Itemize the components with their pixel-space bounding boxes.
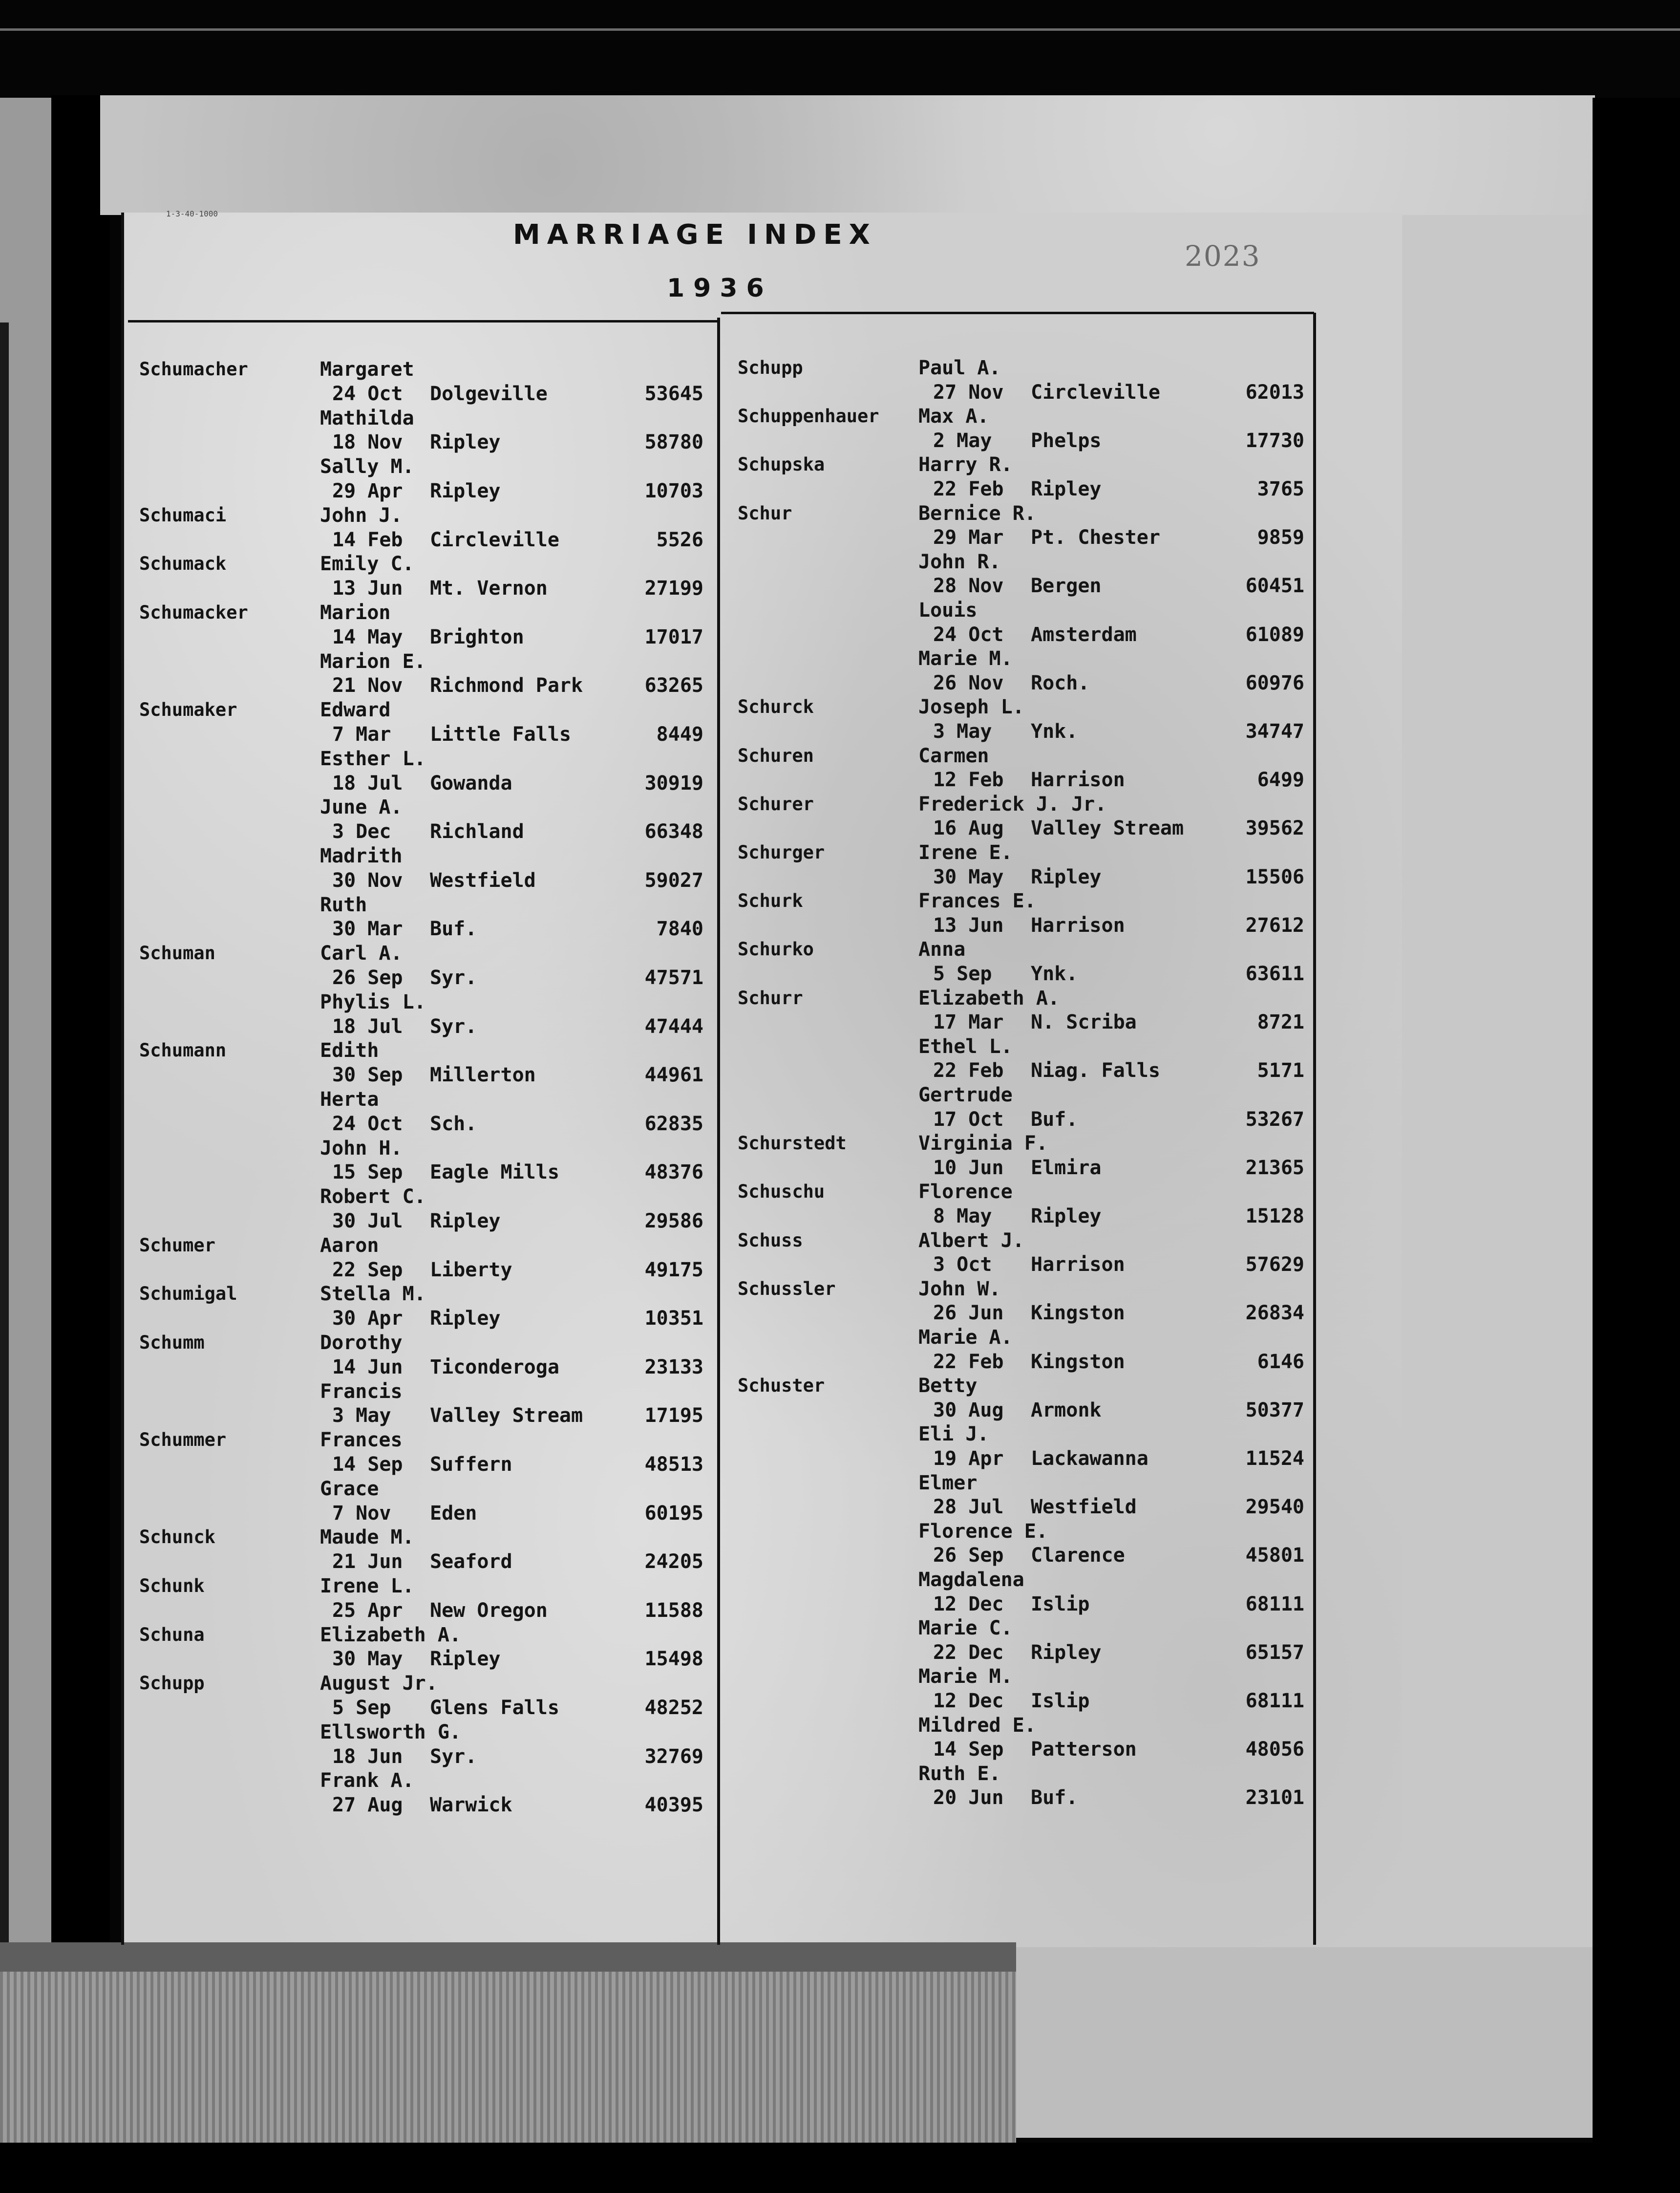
certificate-number: 5526 bbox=[656, 528, 703, 551]
certificate-number: 6499 bbox=[1257, 769, 1304, 792]
certificate-number: 9859 bbox=[1257, 526, 1304, 549]
given-name: Herta bbox=[320, 1088, 379, 1111]
marriage-place: Niag. Falls bbox=[1031, 1059, 1160, 1082]
book-edge bbox=[0, 1942, 1016, 2143]
certificate-number: 62835 bbox=[644, 1112, 703, 1135]
marriage-place: Ripley bbox=[430, 431, 501, 454]
certificate-number: 39562 bbox=[1245, 817, 1304, 840]
given-name: Virginia F. bbox=[918, 1132, 1048, 1155]
given-name: Eli J. bbox=[918, 1423, 989, 1446]
certificate-number: 58780 bbox=[644, 431, 703, 454]
surname: Schuppenhauer bbox=[738, 406, 879, 427]
surname: Schurck bbox=[738, 696, 814, 718]
given-name: Frank A. bbox=[320, 1769, 414, 1792]
given-name: Joseph L. bbox=[918, 696, 1024, 719]
surname: Schupska bbox=[738, 454, 825, 475]
marriage-place: Buf. bbox=[1031, 1108, 1078, 1131]
marriage-date: 22 Feb bbox=[933, 1059, 1004, 1082]
marriage-date: 30 May bbox=[933, 865, 1004, 888]
marriage-place: Glens Falls bbox=[430, 1697, 559, 1719]
certificate-number: 29586 bbox=[644, 1210, 703, 1232]
marriage-place: Westfield bbox=[430, 869, 536, 892]
certificate-number: 5171 bbox=[1257, 1059, 1304, 1082]
given-name: Florence bbox=[918, 1181, 1013, 1204]
left-column-top-rule bbox=[128, 320, 719, 322]
certificate-number: 23133 bbox=[644, 1355, 703, 1378]
given-name: John H. bbox=[320, 1137, 403, 1160]
marriage-place: Ynk. bbox=[1031, 720, 1078, 743]
film-right-border bbox=[1593, 98, 1680, 2193]
marriage-place: Westfield bbox=[1031, 1496, 1137, 1519]
certificate-number: 60976 bbox=[1245, 671, 1304, 694]
marriage-place: Sch. bbox=[430, 1112, 477, 1135]
certificate-number: 48376 bbox=[644, 1161, 703, 1184]
surname: Schupp bbox=[738, 357, 803, 378]
marriage-place: Lackawanna bbox=[1031, 1447, 1148, 1470]
certificate-number: 32769 bbox=[644, 1745, 703, 1768]
marriage-date: 30 Apr bbox=[332, 1307, 403, 1330]
marriage-date: 21 Jun bbox=[332, 1550, 403, 1573]
marriage-place: Richmond Park bbox=[430, 674, 583, 697]
certificate-number: 47571 bbox=[644, 967, 703, 989]
marriage-place: Kingston bbox=[1031, 1302, 1125, 1325]
marriage-date: 16 Aug bbox=[933, 817, 1004, 840]
certificate-number: 15498 bbox=[644, 1648, 703, 1671]
page-left-rule bbox=[121, 213, 124, 1945]
marriage-date: 15 Sep bbox=[332, 1161, 403, 1184]
marriage-date: 10 Jun bbox=[933, 1156, 1004, 1179]
certificate-number: 8449 bbox=[656, 723, 703, 746]
marriage-date: 14 Feb bbox=[332, 528, 403, 551]
certificate-number: 49175 bbox=[644, 1258, 703, 1281]
marriage-date: 12 Feb bbox=[933, 769, 1004, 792]
certificate-number: 68111 bbox=[1245, 1690, 1304, 1712]
marriage-place: Ynk. bbox=[1031, 963, 1078, 985]
column-divider bbox=[717, 318, 720, 1945]
marriage-place: Elmira bbox=[1031, 1156, 1102, 1179]
marriage-place: Ripley bbox=[1031, 1205, 1102, 1227]
marriage-place: Bergen bbox=[1031, 575, 1102, 598]
marriage-place: Harrison bbox=[1031, 1253, 1125, 1276]
certificate-number: 62013 bbox=[1245, 381, 1304, 404]
marriage-date: 14 Jun bbox=[332, 1355, 403, 1378]
marriage-place: Seaford bbox=[430, 1550, 512, 1573]
marriage-place: Phelps bbox=[1031, 429, 1102, 452]
certificate-number: 17195 bbox=[644, 1404, 703, 1427]
marriage-date: 7 Mar bbox=[332, 723, 391, 746]
certificate-number: 53267 bbox=[1245, 1108, 1304, 1131]
marriage-place: Ripley bbox=[1031, 1641, 1102, 1664]
marriage-date: 7 Nov bbox=[332, 1502, 391, 1525]
given-name: Mildred E. bbox=[918, 1714, 1036, 1737]
certificate-number: 11524 bbox=[1245, 1447, 1304, 1470]
marriage-date: 25 Apr bbox=[332, 1599, 403, 1622]
marriage-place: Ripley bbox=[430, 1648, 501, 1671]
marriage-place: Islip bbox=[1031, 1592, 1090, 1615]
marriage-date: 14 May bbox=[332, 625, 403, 648]
given-name: Marie M. bbox=[918, 1665, 1013, 1688]
surname: Schussler bbox=[738, 1278, 836, 1299]
marriage-place: Valley Stream bbox=[1031, 817, 1184, 840]
marriage-place: Mt. Vernon bbox=[430, 577, 548, 600]
marriage-date: 29 Mar bbox=[933, 526, 1004, 549]
marriage-date: 26 Sep bbox=[933, 1544, 1004, 1567]
index-year: 1936 bbox=[667, 274, 773, 303]
certificate-number: 26834 bbox=[1245, 1302, 1304, 1325]
given-name: Edith bbox=[320, 1039, 379, 1062]
given-name: Ruth bbox=[320, 893, 367, 916]
given-name: John W. bbox=[918, 1277, 1001, 1300]
given-name: Anna bbox=[918, 938, 966, 961]
given-name: Ellsworth G. bbox=[320, 1720, 461, 1743]
marriage-date: 26 Jun bbox=[933, 1302, 1004, 1325]
certificate-number: 48056 bbox=[1245, 1738, 1304, 1761]
certificate-number: 3765 bbox=[1257, 478, 1304, 500]
marriage-date: 14 Sep bbox=[933, 1738, 1004, 1761]
certificate-number: 34747 bbox=[1245, 720, 1304, 743]
marriage-place: Eagle Mills bbox=[430, 1161, 559, 1184]
marriage-place: Kingston bbox=[1031, 1350, 1125, 1373]
page-top-margin bbox=[100, 95, 1595, 215]
given-name: Harry R. bbox=[918, 453, 1013, 476]
certificate-number: 27199 bbox=[644, 577, 703, 600]
certificate-number: 61089 bbox=[1245, 623, 1304, 646]
surname: Schupp bbox=[139, 1673, 205, 1694]
marriage-date: 3 Oct bbox=[933, 1253, 992, 1276]
marriage-date: 13 Jun bbox=[332, 577, 403, 600]
certificate-number: 27612 bbox=[1245, 914, 1304, 937]
marriage-place: Suffern bbox=[430, 1453, 512, 1476]
marriage-date: 17 Oct bbox=[933, 1108, 1004, 1131]
certificate-number: 65157 bbox=[1245, 1641, 1304, 1664]
given-name: Emily C. bbox=[320, 553, 414, 576]
marriage-place: Little Falls bbox=[430, 723, 571, 746]
given-name: Mathilda bbox=[320, 407, 414, 430]
given-name: Albert J. bbox=[918, 1229, 1024, 1252]
marriage-date: 3 May bbox=[332, 1404, 391, 1427]
marriage-place: New Oregon bbox=[430, 1599, 548, 1622]
given-name: Aaron bbox=[320, 1234, 379, 1257]
certificate-number: 53645 bbox=[644, 382, 703, 405]
certificate-number: 29540 bbox=[1245, 1496, 1304, 1519]
marriage-date: 30 Sep bbox=[332, 1064, 403, 1087]
surname: Schurger bbox=[738, 842, 825, 863]
marriage-date: 29 Apr bbox=[332, 480, 403, 502]
certificate-number: 7840 bbox=[656, 918, 703, 941]
given-name: Grace bbox=[320, 1477, 379, 1500]
print-code: 1-3-40-1000 bbox=[166, 209, 218, 218]
marriage-date: 21 Nov bbox=[332, 674, 403, 697]
given-name: Marion bbox=[320, 602, 391, 624]
surname: Schuren bbox=[738, 745, 814, 766]
certificate-number: 63265 bbox=[644, 674, 703, 697]
certificate-number: 15506 bbox=[1245, 865, 1304, 888]
marriage-place: Liberty bbox=[430, 1258, 512, 1281]
given-name: Marie M. bbox=[918, 647, 1013, 670]
marriage-date: 12 Dec bbox=[933, 1592, 1004, 1615]
given-name: June A. bbox=[320, 796, 403, 819]
surname: Schurko bbox=[738, 939, 814, 960]
given-name: Marie A. bbox=[918, 1326, 1013, 1349]
given-name: Carl A. bbox=[320, 942, 403, 965]
given-name: Stella M. bbox=[320, 1283, 426, 1306]
marriage-place: Syr. bbox=[430, 1015, 477, 1038]
marriage-date: 26 Nov bbox=[933, 671, 1004, 694]
marriage-date: 8 May bbox=[933, 1205, 992, 1227]
marriage-date: 30 May bbox=[332, 1648, 403, 1671]
surname: Schumigal bbox=[139, 1283, 237, 1305]
surname: Schumacher bbox=[139, 359, 248, 380]
right-column-top-rule bbox=[721, 312, 1314, 314]
surname: Schurr bbox=[738, 987, 803, 1009]
given-name: Magdalena bbox=[918, 1569, 1024, 1591]
given-name: Paul A. bbox=[918, 357, 1001, 379]
given-name: Irene E. bbox=[918, 841, 1013, 864]
given-name: Frances E. bbox=[918, 890, 1036, 913]
certificate-number: 40395 bbox=[644, 1794, 703, 1817]
given-name: John J. bbox=[320, 504, 403, 527]
surname: Schuman bbox=[139, 943, 215, 964]
certificate-number: 48252 bbox=[644, 1697, 703, 1719]
marriage-date: 24 Oct bbox=[332, 382, 403, 405]
certificate-number: 45801 bbox=[1245, 1544, 1304, 1567]
marriage-date: 22 Sep bbox=[332, 1258, 403, 1281]
certificate-number: 10351 bbox=[644, 1307, 703, 1330]
marriage-place: Syr. bbox=[430, 967, 477, 989]
page-right-rule bbox=[1313, 313, 1316, 1945]
marriage-date: 28 Nov bbox=[933, 575, 1004, 598]
given-name: Marie C. bbox=[918, 1617, 1013, 1640]
given-name: Frances bbox=[320, 1429, 403, 1452]
marriage-date: 13 Jun bbox=[933, 914, 1004, 937]
marriage-date: 2 May bbox=[933, 429, 992, 452]
marriage-place: Dolgeville bbox=[430, 382, 548, 405]
certificate-number: 59027 bbox=[644, 869, 703, 892]
marriage-date: 18 Jul bbox=[332, 772, 403, 795]
given-name: Ruth E. bbox=[918, 1762, 1001, 1785]
marriage-date: 3 Dec bbox=[332, 820, 391, 843]
marriage-date: 24 Oct bbox=[332, 1112, 403, 1135]
certificate-number: 30919 bbox=[644, 772, 703, 795]
given-name: Phylis L. bbox=[320, 990, 426, 1013]
marriage-place: Circleville bbox=[430, 528, 559, 551]
marriage-place: Harrison bbox=[1031, 769, 1125, 792]
marriage-place: Clarence bbox=[1031, 1544, 1125, 1567]
marriage-place: Syr. bbox=[430, 1745, 477, 1768]
certificate-number: 11588 bbox=[644, 1599, 703, 1622]
given-name: Florence E. bbox=[918, 1520, 1048, 1543]
surname: Schumaker bbox=[139, 699, 237, 721]
marriage-date: 17 Mar bbox=[933, 1011, 1004, 1034]
surname: Schumer bbox=[139, 1234, 215, 1256]
marriage-date: 22 Dec bbox=[933, 1641, 1004, 1664]
given-name: Elizabeth A. bbox=[320, 1623, 461, 1646]
marriage-date: 14 Sep bbox=[332, 1453, 403, 1476]
certificate-number: 24205 bbox=[644, 1550, 703, 1573]
given-name: Edward bbox=[320, 699, 391, 722]
marriage-date: 30 Nov bbox=[332, 869, 403, 892]
marriage-date: 22 Feb bbox=[933, 478, 1004, 500]
certificate-number: 8721 bbox=[1257, 1011, 1304, 1034]
given-name: Elizabeth A. bbox=[918, 987, 1060, 1010]
certificate-number: 10703 bbox=[644, 480, 703, 502]
given-name: Bernice R. bbox=[918, 502, 1036, 525]
marriage-date: 5 Sep bbox=[332, 1697, 391, 1719]
surname: Schumack bbox=[139, 553, 227, 575]
marriage-place: Harrison bbox=[1031, 914, 1125, 937]
marriage-date: 12 Dec bbox=[933, 1690, 1004, 1712]
marriage-date: 26 Sep bbox=[332, 967, 403, 989]
given-name: Irene L. bbox=[320, 1575, 414, 1597]
surname: Schumacker bbox=[139, 602, 248, 623]
marriage-date: 30 Mar bbox=[332, 918, 403, 941]
marriage-place: Roch. bbox=[1031, 671, 1090, 694]
marriage-place: Circleville bbox=[1031, 381, 1160, 404]
given-name: John R. bbox=[918, 550, 1001, 573]
certificate-number: 17730 bbox=[1245, 429, 1304, 452]
given-name: Gertrude bbox=[918, 1084, 1013, 1106]
given-name: Dorothy bbox=[320, 1332, 403, 1354]
page-right-margin bbox=[1402, 215, 1593, 1955]
surname: Schurer bbox=[738, 793, 814, 815]
page-title: MARRIAGE INDEX bbox=[513, 219, 877, 251]
film-bottom-border bbox=[0, 2143, 1680, 2193]
certificate-number: 23101 bbox=[1245, 1786, 1304, 1809]
surname: Schurk bbox=[738, 890, 803, 912]
marriage-place: Patterson bbox=[1031, 1738, 1137, 1761]
surname: Schumaci bbox=[139, 504, 227, 526]
marriage-date: 30 Jul bbox=[332, 1210, 403, 1232]
page-bottom-margin bbox=[1016, 1947, 1593, 2138]
marriage-place: Islip bbox=[1031, 1690, 1090, 1712]
certificate-number: 21365 bbox=[1245, 1156, 1304, 1179]
given-name: Elmer bbox=[918, 1471, 978, 1494]
marriage-place: Buf. bbox=[1031, 1786, 1078, 1809]
marriage-date: 19 Apr bbox=[933, 1447, 1004, 1470]
marriage-place: Amsterdam bbox=[1031, 623, 1137, 646]
surname: Schur bbox=[738, 502, 792, 524]
given-name: Louis bbox=[918, 599, 978, 622]
certificate-number: 50377 bbox=[1245, 1398, 1304, 1421]
marriage-date: 22 Feb bbox=[933, 1350, 1004, 1373]
surname: Schummer bbox=[139, 1429, 227, 1451]
certificate-number: 48513 bbox=[644, 1453, 703, 1476]
surname: Schuss bbox=[738, 1229, 803, 1251]
marriage-place: Valley Stream bbox=[430, 1404, 583, 1427]
given-name: Esther L. bbox=[320, 747, 426, 770]
marriage-place: Millerton bbox=[430, 1064, 536, 1087]
film-top-rule bbox=[0, 28, 1680, 31]
marriage-place: Armonk bbox=[1031, 1398, 1102, 1421]
marriage-date: 18 Jun bbox=[332, 1745, 403, 1768]
marriage-date: 3 May bbox=[933, 720, 992, 743]
marriage-place: Ripley bbox=[1031, 478, 1102, 500]
surname: Schuster bbox=[738, 1375, 825, 1397]
certificate-number: 66348 bbox=[644, 820, 703, 843]
marriage-place: N. Scriba bbox=[1031, 1011, 1137, 1034]
marriage-date: 18 Jul bbox=[332, 1015, 403, 1038]
given-name: Frederick J. Jr. bbox=[918, 793, 1107, 816]
certificate-number: 15128 bbox=[1245, 1205, 1304, 1227]
marriage-place: Buf. bbox=[430, 918, 477, 941]
surname: Schunck bbox=[139, 1526, 215, 1548]
certificate-number: 47444 bbox=[644, 1015, 703, 1038]
marriage-date: 28 Jul bbox=[933, 1496, 1004, 1519]
marriage-place: Ripley bbox=[1031, 865, 1102, 888]
marriage-place: Ticonderoga bbox=[430, 1355, 559, 1378]
certificate-number: 60195 bbox=[644, 1502, 703, 1525]
marriage-date: 24 Oct bbox=[933, 623, 1004, 646]
given-name: Marion E. bbox=[320, 650, 426, 673]
film-gutter bbox=[51, 95, 110, 1952]
marriage-place: Brighton bbox=[430, 625, 524, 648]
given-name: Margaret bbox=[320, 358, 414, 381]
marriage-place: Pt. Chester bbox=[1031, 526, 1160, 549]
surname: Schurstedt bbox=[738, 1133, 847, 1154]
given-name: Max A. bbox=[918, 405, 989, 428]
marriage-place: Ripley bbox=[430, 1307, 501, 1330]
certificate-number: 44961 bbox=[644, 1064, 703, 1087]
marriage-place: Ripley bbox=[430, 480, 501, 502]
marriage-date: 30 Aug bbox=[933, 1398, 1004, 1421]
certificate-number: 6146 bbox=[1257, 1350, 1304, 1373]
given-name: August Jr. bbox=[320, 1672, 438, 1695]
marriage-place: Warwick bbox=[430, 1794, 512, 1817]
surname: Schuschu bbox=[738, 1181, 825, 1203]
marriage-date: 18 Nov bbox=[332, 431, 403, 454]
marriage-date: 27 Aug bbox=[332, 1794, 403, 1817]
marriage-place: Eden bbox=[430, 1502, 477, 1525]
marriage-place: Ripley bbox=[430, 1210, 501, 1232]
given-name: Ethel L. bbox=[918, 1035, 1013, 1058]
certificate-number: 57629 bbox=[1245, 1253, 1304, 1276]
certificate-number: 68111 bbox=[1245, 1592, 1304, 1615]
marriage-place: Gowanda bbox=[430, 772, 512, 795]
given-name: Betty bbox=[918, 1375, 978, 1398]
surname: Schunk bbox=[139, 1575, 205, 1596]
given-name: Francis bbox=[320, 1380, 403, 1403]
certificate-number: 60451 bbox=[1245, 575, 1304, 598]
marriage-place: Richland bbox=[430, 820, 524, 843]
page-number: 2023 bbox=[1185, 239, 1261, 273]
surname: Schuna bbox=[139, 1624, 205, 1645]
surname: Schumm bbox=[139, 1332, 205, 1353]
given-name: Carmen bbox=[918, 744, 989, 767]
marriage-date: 27 Nov bbox=[933, 381, 1004, 404]
marriage-date: 20 Jun bbox=[933, 1786, 1004, 1809]
given-name: Madrith bbox=[320, 845, 403, 867]
certificate-number: 63611 bbox=[1245, 963, 1304, 985]
certificate-number: 17017 bbox=[644, 625, 703, 648]
surname: Schumann bbox=[139, 1040, 227, 1061]
given-name: Sally M. bbox=[320, 455, 414, 478]
marriage-date: 5 Sep bbox=[933, 963, 992, 985]
given-name: Robert C. bbox=[320, 1185, 426, 1208]
given-name: Maude M. bbox=[320, 1526, 414, 1549]
